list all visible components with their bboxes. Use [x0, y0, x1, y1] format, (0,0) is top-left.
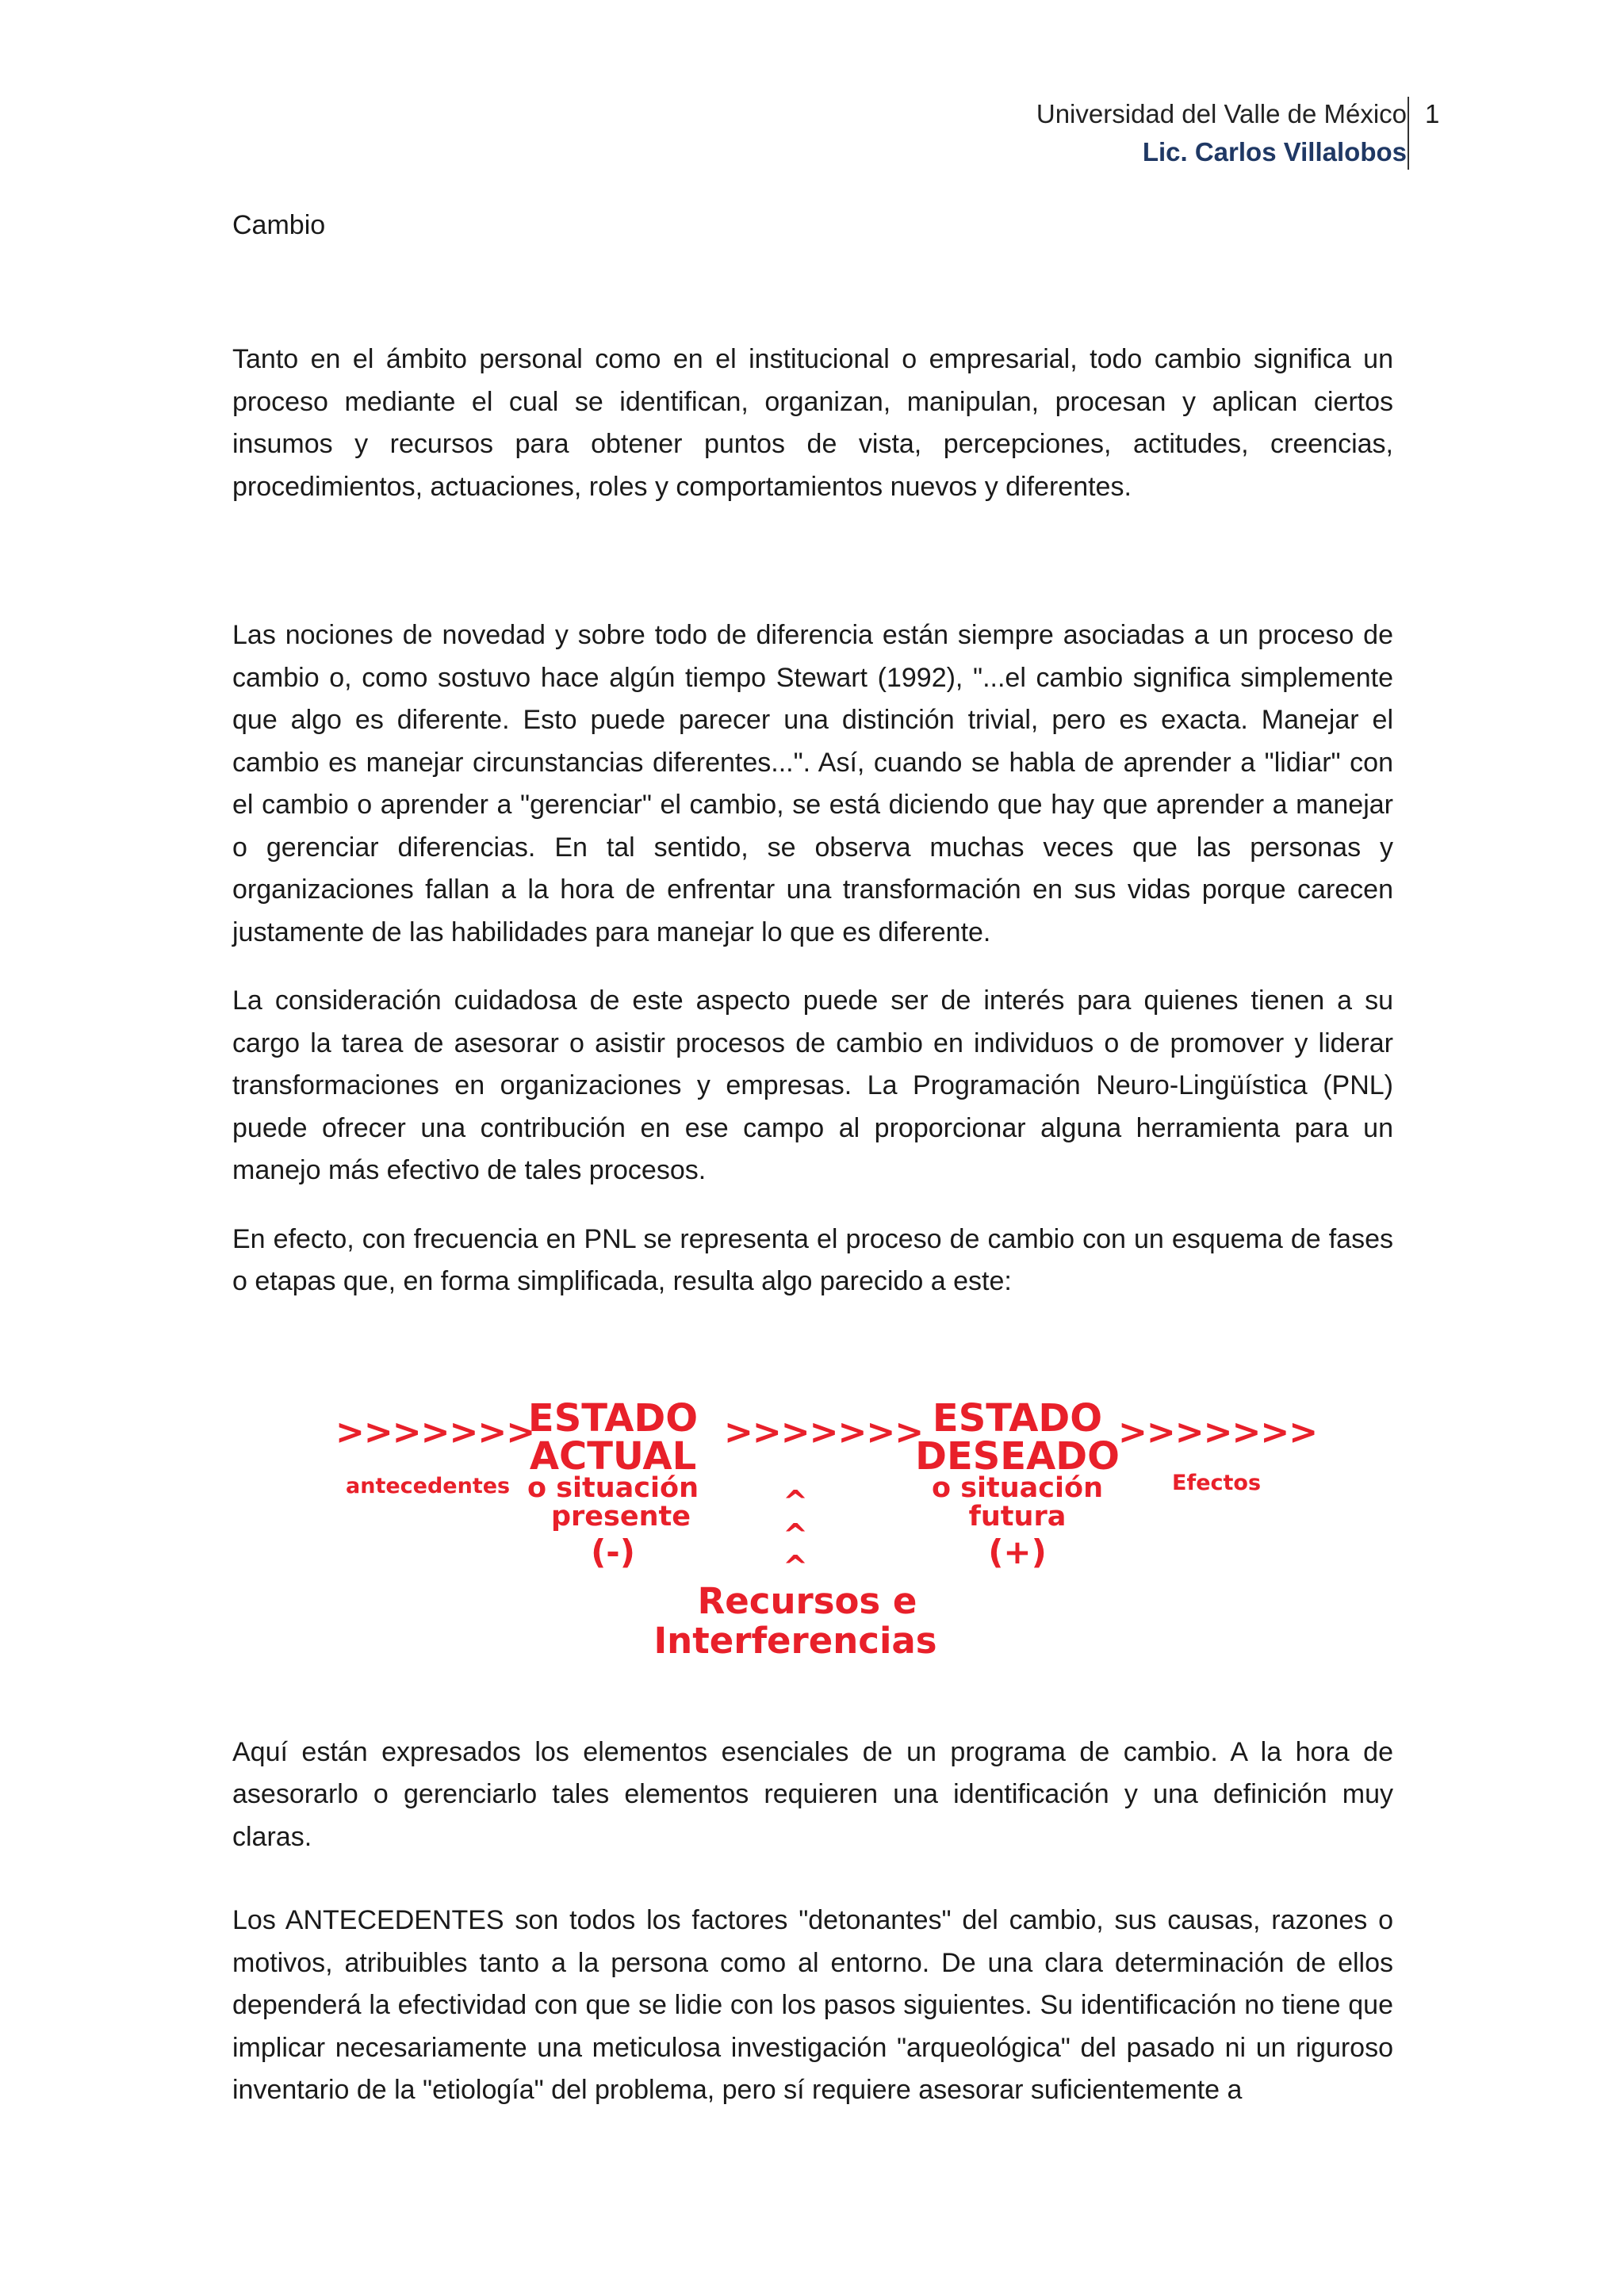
resources-line2: Interferencias: [653, 1619, 937, 1662]
current-state-line2: ACTUAL: [529, 1433, 697, 1479]
page-header: [1036, 95, 1407, 171]
effects-label: Efectos: [1172, 1470, 1262, 1495]
header-divider: [1408, 97, 1409, 170]
document-body: [232, 205, 1393, 2112]
antecedents-label: antecedentes: [346, 1473, 511, 1498]
desired-state-line3: o situación: [931, 1471, 1104, 1504]
institution-name: Universidad del Valle de México: [1036, 99, 1407, 128]
current-state-sign: (-): [591, 1532, 635, 1571]
arrows-middle: >>>>>>>: [724, 1411, 924, 1452]
paragraph: Las nociones de novedad y sobre todo de diferencia están siempre asociadas a un proceso de cambio o, como sostuvo hace algún tiempo Stewart (1992), "...el cambio significa simplemente que algo es diferente. Esto puede parecer una distinción trivial, pero es exacta. Manejar el cambio es manejar circunstancias diferentes...". Así, cuando se habla de aprender a "lidiar" con el cambio o aprender a "gerenciar" el cambio, se está diciendo que hay que aprender a manejar o gerenciar diferencias. En tal sentido, se observa muchas veces que las personas y organizaciones fallan a la hora de enfrentar una transformación en sus vidas porque carecen justamente de las habilidades para manejar lo que es diferente.: [232, 620, 1393, 947]
caret-2: ^: [783, 1517, 808, 1552]
current-state-line3: o situación: [527, 1471, 699, 1504]
paragraph: En efecto, con frecuencia en PNL se representa el proceso de cambio con un esquema de fases o etapas que, en forma simplificada, resulta algo parecido a este:: [232, 1223, 1393, 1296]
document-title: Cambio: [232, 210, 326, 240]
paragraph: Aquí están expresados los elementos esenciales de un programa de cambio. A la hora de asesorarlo o gerenciarlo tales elementos requieren una identificación y una definición muy claras.: [232, 1736, 1393, 1852]
caret-3: ^: [783, 1548, 808, 1584]
paragraph: Los ANTECEDENTES son todos los factores "detonantes" del cambio, sus causas, razones o motivos, atribuibles tanto a la persona como al entorno. De una clara determinación de ellos dependerá la efectividad con que se lidie con los pasos siguientes. Su identificación no tiene que implicar necesariamente una meticulosa investigación "arqueológica" del pasado ni un riguroso inventario de la "etiología" del problema, pero sí requiere asesorar suficientemente a: [232, 1905, 1393, 2105]
desired-state-line2: DESEADO: [915, 1433, 1120, 1479]
caret-1: ^: [783, 1483, 808, 1519]
page-number: 1: [1425, 99, 1440, 128]
arrows-left: >>>>>>>: [335, 1411, 535, 1452]
resources-line1: Recursos e: [697, 1579, 917, 1622]
author-name: Lic. Carlos Villalobos: [1142, 137, 1407, 166]
current-state-line1: ESTADO: [527, 1395, 699, 1441]
paragraph: Tanto en el ámbito personal como en el institucional o empresarial, todo cambio significa un proceso mediante el cual se identifican, organizan, manipulan, procesan y aplican ciertos insumos y recursos para obtener puntos de vista, percepciones, actitudes, creencias, procedimientos, actuaciones, roles y comportamientos nuevos y diferentes.: [232, 344, 1393, 502]
current-state-line4: presente: [550, 1500, 691, 1533]
change-process-diagram: [232, 1395, 1393, 1696]
desired-state-line1: ESTADO: [932, 1395, 1103, 1441]
desired-state-line4: futura: [968, 1500, 1067, 1533]
arrows-right: >>>>>>>: [1118, 1411, 1318, 1452]
paragraph: La consideración cuidadosa de este aspecto puede ser de interés para quienes tienen a su cargo la tarea de asesorar o asistir procesos de cambio en individuos o de promover y liderar transformaciones en organizaciones y empresas. La Programación Neuro-Lingüística (PNL) puede ofrecer una contribución en ese campo al proporcionar alguna herramienta para un manejo más efectivo de tales procesos.: [232, 985, 1393, 1185]
desired-state-sign: (+): [988, 1532, 1047, 1571]
